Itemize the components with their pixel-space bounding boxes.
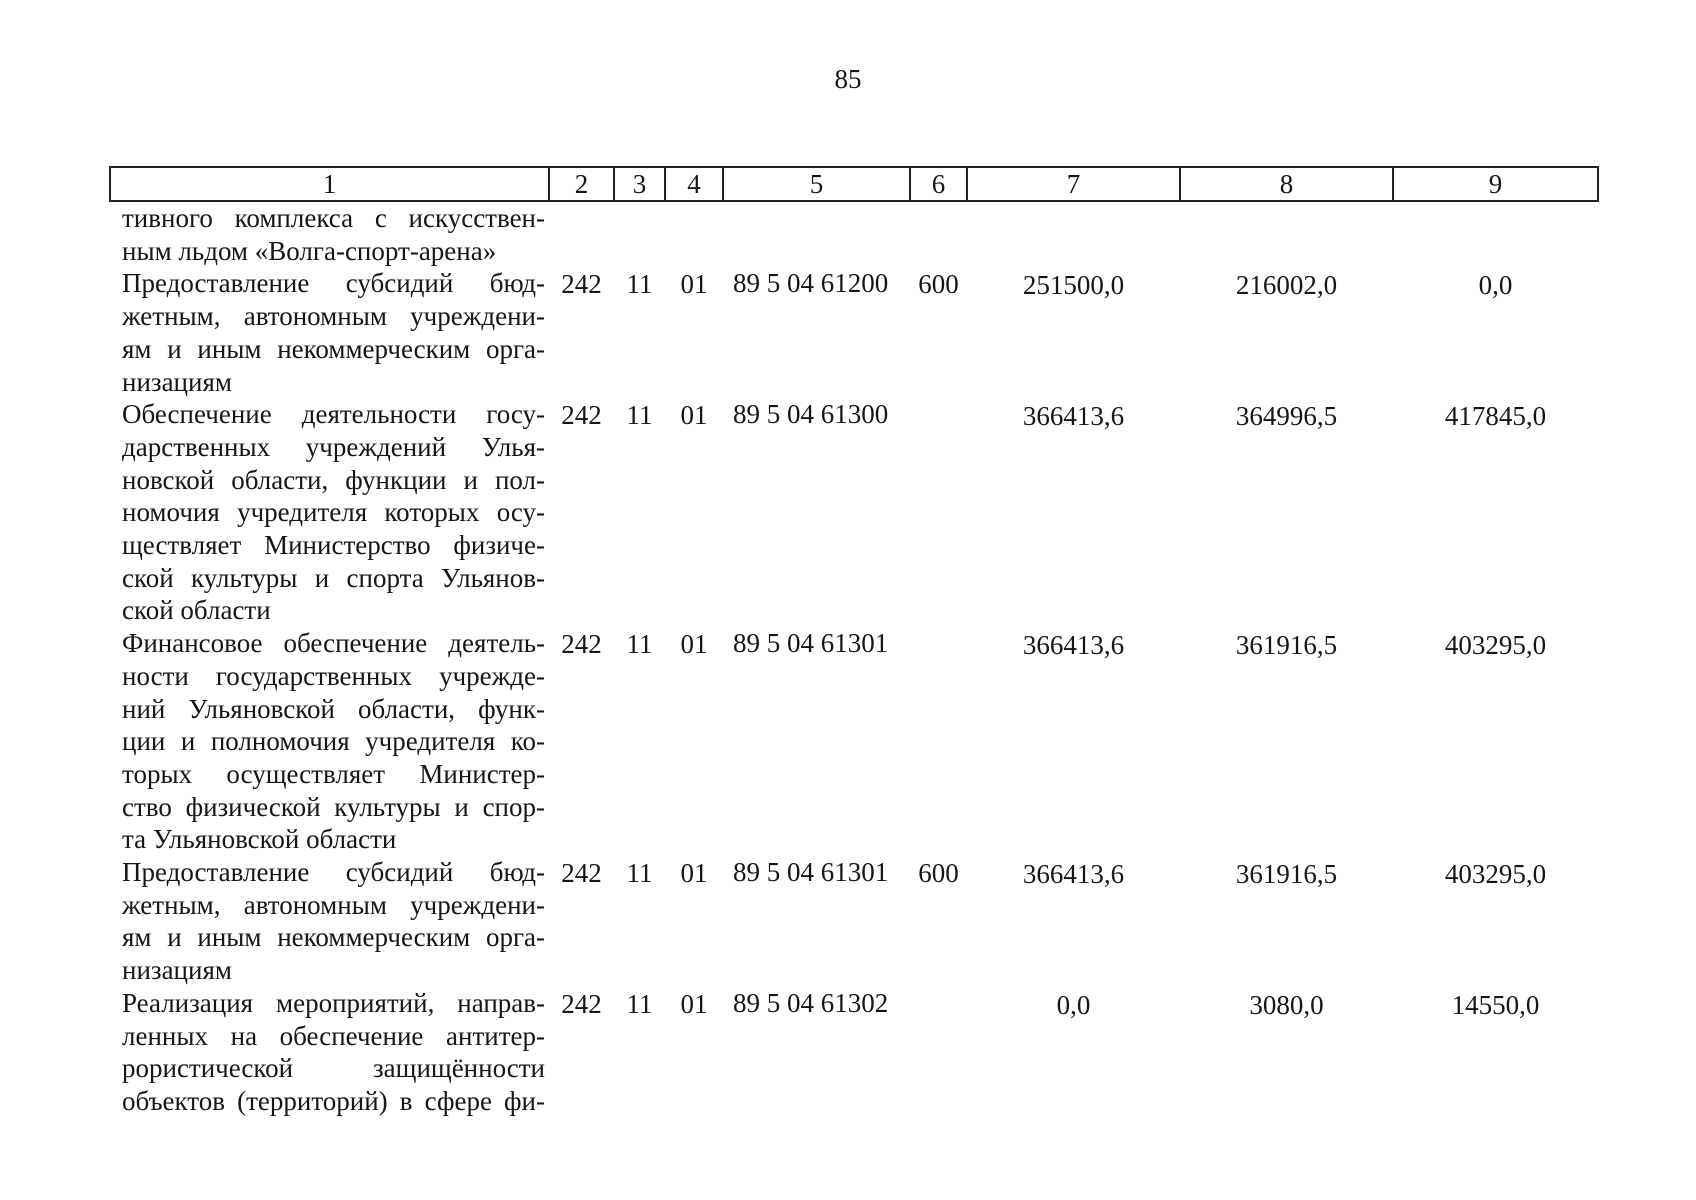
item-name-line: номочия учредителя которых осу- [122, 497, 545, 528]
table-row [110, 201, 1598, 267]
cell-col9: 417845,0 [1444, 401, 1547, 432]
item-name-line: ществляет Министерство физиче- [122, 530, 545, 561]
cell-col2 [549, 201, 614, 267]
item-name-line: низациям [122, 955, 232, 986]
cell-col6: 600 [918, 858, 959, 889]
column-header-3: 3 [614, 167, 665, 201]
cell-col5: 89 5 04 61301 [733, 857, 889, 888]
item-name-line: ство физической культуры и спор- [122, 791, 545, 822]
cell-col7 [967, 201, 1180, 267]
item-name [110, 856, 549, 987]
cell-col4: 01 [680, 269, 708, 300]
item-name-line: тивного комплекса с искусствен- [122, 203, 545, 233]
header-row [110, 167, 1598, 201]
item-name [110, 267, 549, 398]
item-name-line: ным льдом «Волга-спорт-арена» [122, 235, 497, 266]
cell-col6: 600 [918, 269, 959, 300]
column-header-1: 1 [110, 167, 549, 201]
table-row [110, 267, 1598, 398]
item-name-line: ленных на обеспечение антитер- [122, 1020, 545, 1051]
cell-col5 [723, 201, 910, 267]
cell-col2: 242 [561, 400, 602, 431]
cell-col3: 11 [626, 269, 653, 300]
cell-col8: 361916,5 [1235, 859, 1338, 890]
column-header-5: 5 [723, 167, 910, 201]
cell-col5: 89 5 04 61300 [733, 399, 889, 430]
item-name-line: рористической защищённости [122, 1053, 545, 1084]
cell-col4: 01 [680, 629, 708, 660]
table-body [110, 201, 1598, 1118]
cell-col7: 366413,6 [1022, 859, 1125, 890]
item-name-line: ям и иным некоммерческим орга- [122, 922, 545, 953]
cell-col9: 403295,0 [1444, 630, 1547, 661]
table-row [110, 987, 1598, 1118]
column-header-8: 8 [1180, 167, 1393, 201]
cell-col6 [910, 627, 967, 856]
cell-col6 [910, 398, 967, 627]
cell-col7: 251500,0 [1022, 270, 1125, 301]
cell-col2: 242 [561, 269, 602, 300]
cell-col4 [665, 201, 723, 267]
cell-col3: 11 [626, 400, 653, 431]
item-name-line: ности государственных учрежде- [122, 660, 545, 691]
item-name-line: ции и полномочия учредителя ко- [122, 726, 545, 757]
item-name-line: объектов (территорий) в сфере фи- [122, 1085, 545, 1116]
cell-col8: 3080,0 [1249, 989, 1324, 1020]
cell-col8: 216002,0 [1235, 270, 1338, 301]
table-row [110, 398, 1598, 627]
item-name-line: новской области, функции и пол- [122, 464, 545, 495]
item-name-line: Финансовое обеспечение деятель- [122, 628, 545, 659]
item-name-line: Обеспечение деятельности госу- [122, 399, 545, 430]
cell-col8: 361916,5 [1235, 630, 1338, 661]
item-name-line: ской области [122, 595, 271, 626]
item-name-line: низациям [122, 366, 232, 397]
cell-col8 [1180, 201, 1393, 267]
cell-col7: 366413,6 [1022, 630, 1125, 661]
column-header-6: 6 [910, 167, 967, 201]
cell-col6 [910, 201, 967, 267]
cell-col9: 0,0 [1478, 270, 1513, 301]
item-name [110, 398, 549, 627]
cell-col4: 01 [680, 858, 708, 889]
cell-col5: 89 5 04 61301 [733, 628, 889, 659]
cell-col3: 11 [626, 988, 653, 1019]
cell-col4: 01 [680, 400, 708, 431]
cell-col3: 11 [626, 858, 653, 889]
cell-col2: 242 [561, 988, 602, 1019]
cell-col7: 0,0 [1056, 989, 1091, 1020]
budget-table [109, 166, 1599, 1118]
column-header-2: 2 [549, 167, 614, 201]
cell-col3 [614, 201, 665, 267]
page-number: 85 [834, 64, 862, 94]
item-name [110, 987, 549, 1118]
cell-col7: 366413,6 [1022, 401, 1125, 432]
item-name [110, 627, 549, 856]
item-name-line: Предоставление субсидий бюд- [122, 268, 545, 299]
cell-col8: 364996,5 [1235, 401, 1338, 432]
cell-col5: 89 5 04 61200 [733, 268, 889, 299]
item-name-line: дарственных учреждений Улья- [122, 431, 545, 462]
column-header-7: 7 [967, 167, 1180, 201]
cell-col5: 89 5 04 61302 [733, 987, 889, 1018]
item-name-line: та Ульяновской области [122, 824, 397, 855]
cell-col9: 403295,0 [1444, 859, 1547, 890]
item-name-line: торых осуществляет Министер- [122, 758, 545, 789]
item-name [110, 201, 549, 267]
cell-col6 [910, 987, 967, 1118]
item-name-line: Предоставление субсидий бюд- [122, 857, 545, 888]
cell-col2: 242 [561, 858, 602, 889]
item-name-line: жетным, автономным учреждени- [122, 301, 545, 332]
cell-col2: 242 [561, 629, 602, 660]
cell-col9 [1393, 201, 1598, 267]
cell-col3: 11 [626, 629, 653, 660]
column-header-9: 9 [1393, 167, 1598, 201]
item-name-line: ям и иным некоммерческим орга- [122, 333, 545, 364]
table-row [110, 856, 1598, 987]
item-name-line: ской культуры и спорта Ульянов- [122, 562, 545, 593]
table-header [110, 167, 1598, 201]
cell-col9: 14550,0 [1451, 989, 1540, 1020]
item-name-line: жетным, автономным учреждени- [122, 889, 545, 920]
column-header-4: 4 [665, 167, 723, 201]
item-name-line: Реализация мероприятий, направ- [122, 987, 545, 1018]
item-name-line: ний Ульяновской области, функ- [122, 693, 545, 724]
table-row [110, 627, 1598, 856]
cell-col4: 01 [680, 988, 708, 1019]
